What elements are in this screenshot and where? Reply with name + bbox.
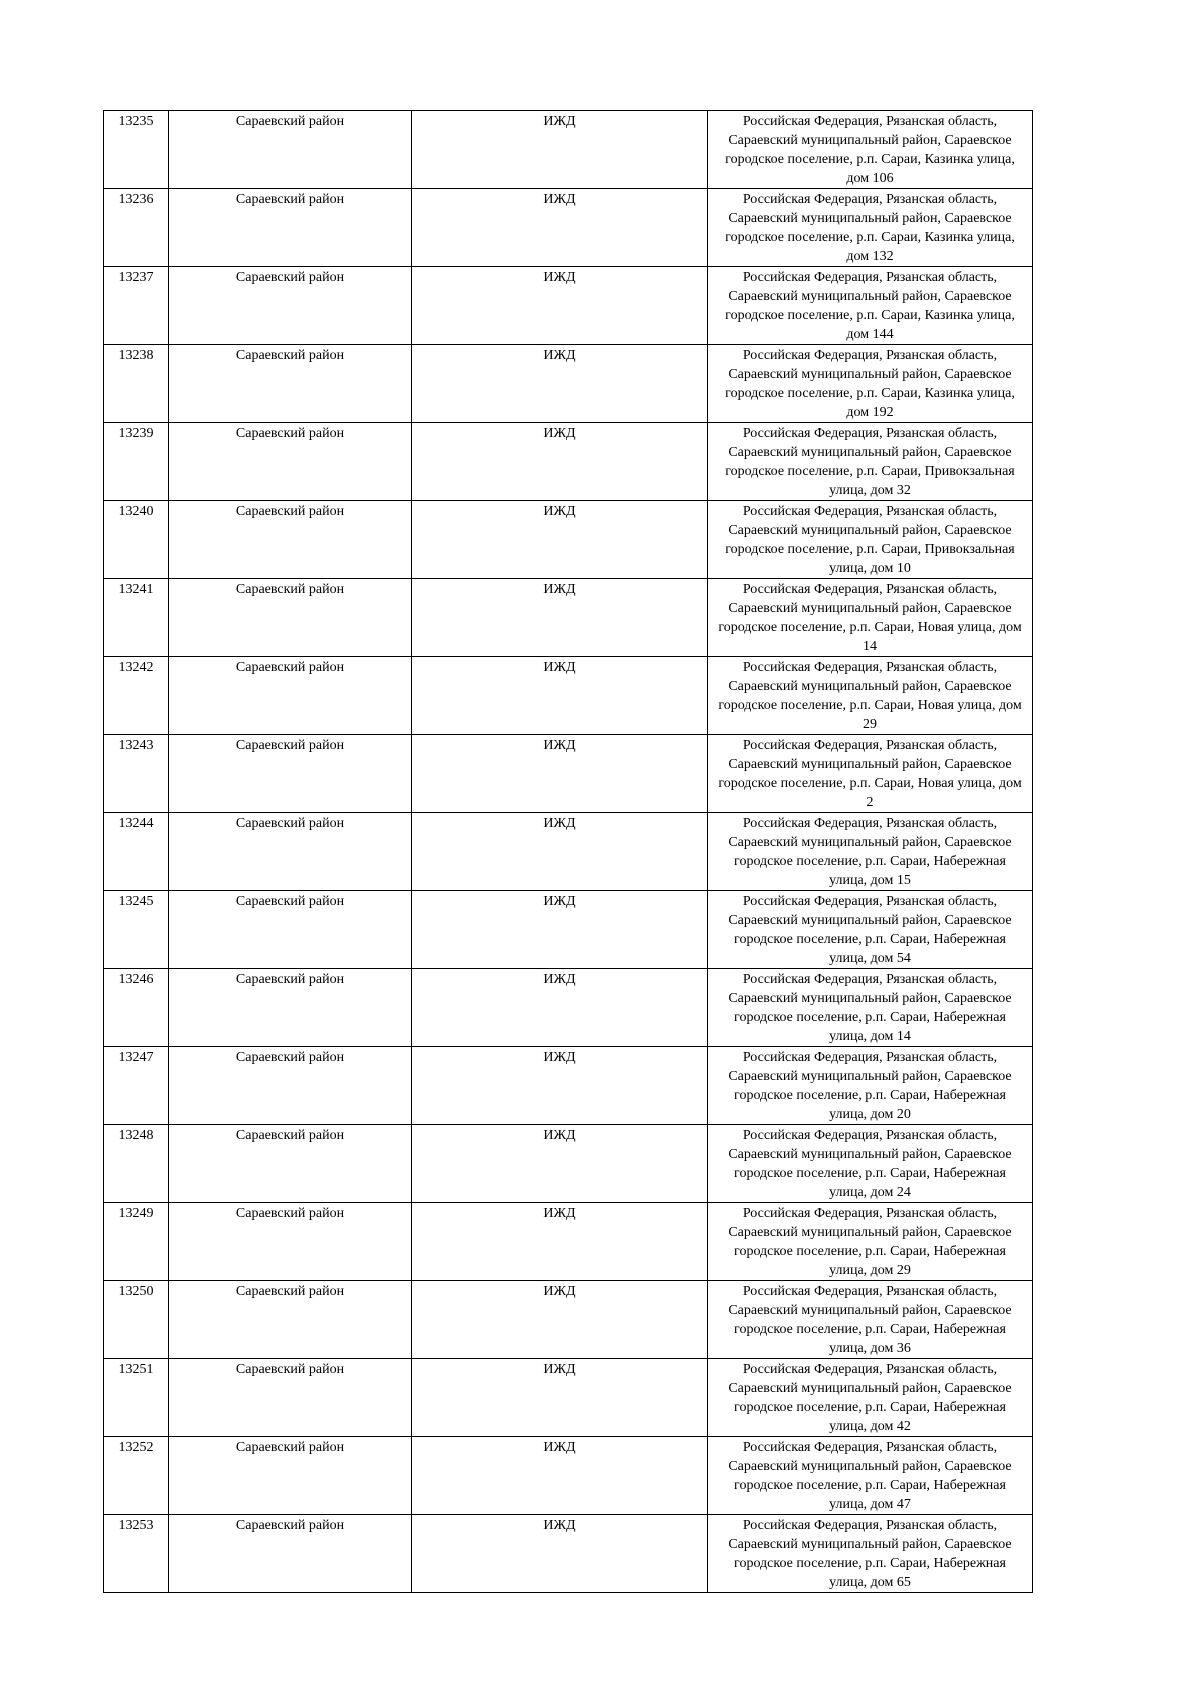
- row-id-cell: 13247: [104, 1047, 169, 1125]
- registry-table-body: [104, 111, 1033, 1593]
- row-type-cell: ИЖД: [412, 1125, 708, 1203]
- table-row: [104, 1281, 1033, 1359]
- row-address-cell: Российская Федерация, Рязанская область, Сараевский муниципальный район, Сараевское городское поселение, р.п. Сараи, Казинка улица, дом 192: [708, 345, 1033, 423]
- row-id-cell: 13245: [104, 891, 169, 969]
- row-id-cell: 13251: [104, 1359, 169, 1437]
- row-type-cell: ИЖД: [412, 1437, 708, 1515]
- table-row: [104, 111, 1033, 189]
- row-id-cell: 13238: [104, 345, 169, 423]
- row-address-cell: Российская Федерация, Рязанская область, Сараевский муниципальный район, Сараевское городское поселение, р.п. Сараи, Казинка улица, дом 144: [708, 267, 1033, 345]
- registry-table: [103, 110, 1033, 1593]
- row-district-cell: Сараевский район: [169, 1203, 412, 1281]
- row-district-cell: Сараевский район: [169, 189, 412, 267]
- row-type-cell: ИЖД: [412, 579, 708, 657]
- row-type-cell: ИЖД: [412, 891, 708, 969]
- table-row: [104, 891, 1033, 969]
- row-district-cell: Сараевский район: [169, 501, 412, 579]
- table-row: [104, 345, 1033, 423]
- row-district-cell: Сараевский район: [169, 1281, 412, 1359]
- row-type-cell: ИЖД: [412, 1515, 708, 1593]
- row-district-cell: Сараевский район: [169, 1047, 412, 1125]
- row-address-cell: Российская Федерация, Рязанская область, Сараевский муниципальный район, Сараевское городское поселение, р.п. Сараи, Новая улица, дом 14: [708, 579, 1033, 657]
- row-address-cell: Российская Федерация, Рязанская область, Сараевский муниципальный район, Сараевское городское поселение, р.п. Сараи, Набережная улица, дом 14: [708, 969, 1033, 1047]
- row-address-cell: Российская Федерация, Рязанская область, Сараевский муниципальный район, Сараевское городское поселение, р.п. Сараи, Набережная улица, дом 20: [708, 1047, 1033, 1125]
- table-row: [104, 813, 1033, 891]
- table-row: [104, 657, 1033, 735]
- row-address-cell: Российская Федерация, Рязанская область, Сараевский муниципальный район, Сараевское городское поселение, р.п. Сараи, Набережная улица, дом 47: [708, 1437, 1033, 1515]
- table-row: [104, 1125, 1033, 1203]
- row-address-cell: Российская Федерация, Рязанская область, Сараевский муниципальный район, Сараевское городское поселение, р.п. Сараи, Привокзальная улица, дом 10: [708, 501, 1033, 579]
- row-id-cell: 13239: [104, 423, 169, 501]
- row-address-cell: Российская Федерация, Рязанская область, Сараевский муниципальный район, Сараевское городское поселение, р.п. Сараи, Казинка улица, дом 132: [708, 189, 1033, 267]
- row-district-cell: Сараевский район: [169, 1437, 412, 1515]
- row-type-cell: ИЖД: [412, 111, 708, 189]
- row-id-cell: 13250: [104, 1281, 169, 1359]
- table-row: [104, 189, 1033, 267]
- row-id-cell: 13246: [104, 969, 169, 1047]
- row-type-cell: ИЖД: [412, 657, 708, 735]
- table-row: [104, 1203, 1033, 1281]
- row-type-cell: ИЖД: [412, 189, 708, 267]
- row-district-cell: Сараевский район: [169, 969, 412, 1047]
- row-id-cell: 13236: [104, 189, 169, 267]
- row-district-cell: Сараевский район: [169, 423, 412, 501]
- row-type-cell: ИЖД: [412, 267, 708, 345]
- row-type-cell: ИЖД: [412, 969, 708, 1047]
- row-type-cell: ИЖД: [412, 423, 708, 501]
- table-row: [104, 1047, 1033, 1125]
- row-address-cell: Российская Федерация, Рязанская область, Сараевский муниципальный район, Сараевское городское поселение, р.п. Сараи, Новая улица, дом 2: [708, 735, 1033, 813]
- row-address-cell: Российская Федерация, Рязанская область, Сараевский муниципальный район, Сараевское городское поселение, р.п. Сараи, Набережная улица, дом 24: [708, 1125, 1033, 1203]
- row-district-cell: Сараевский район: [169, 735, 412, 813]
- row-address-cell: Российская Федерация, Рязанская область, Сараевский муниципальный район, Сараевское городское поселение, р.п. Сараи, Казинка улица, дом 106: [708, 111, 1033, 189]
- table-row: [104, 423, 1033, 501]
- row-district-cell: Сараевский район: [169, 813, 412, 891]
- table-row: [104, 579, 1033, 657]
- row-address-cell: Российская Федерация, Рязанская область, Сараевский муниципальный район, Сараевское городское поселение, р.п. Сараи, Набережная улица, дом 54: [708, 891, 1033, 969]
- row-id-cell: 13241: [104, 579, 169, 657]
- row-id-cell: 13244: [104, 813, 169, 891]
- table-row: [104, 1359, 1033, 1437]
- row-type-cell: ИЖД: [412, 1281, 708, 1359]
- table-row: [104, 969, 1033, 1047]
- row-district-cell: Сараевский район: [169, 267, 412, 345]
- row-type-cell: ИЖД: [412, 1203, 708, 1281]
- row-district-cell: Сараевский район: [169, 111, 412, 189]
- row-district-cell: Сараевский район: [169, 1515, 412, 1593]
- row-address-cell: Российская Федерация, Рязанская область, Сараевский муниципальный район, Сараевское городское поселение, р.п. Сараи, Набережная улица, дом 15: [708, 813, 1033, 891]
- row-address-cell: Российская Федерация, Рязанская область, Сараевский муниципальный район, Сараевское городское поселение, р.п. Сараи, Набережная улица, дом 29: [708, 1203, 1033, 1281]
- table-row: [104, 1515, 1033, 1593]
- row-address-cell: Российская Федерация, Рязанская область, Сараевский муниципальный район, Сараевское городское поселение, р.п. Сараи, Набережная улица, дом 36: [708, 1281, 1033, 1359]
- row-district-cell: Сараевский район: [169, 1125, 412, 1203]
- row-id-cell: 13243: [104, 735, 169, 813]
- table-row: [104, 735, 1033, 813]
- row-id-cell: 13249: [104, 1203, 169, 1281]
- row-id-cell: 13253: [104, 1515, 169, 1593]
- table-row: [104, 267, 1033, 345]
- row-address-cell: Российская Федерация, Рязанская область, Сараевский муниципальный район, Сараевское городское поселение, р.п. Сараи, Привокзальная улица, дом 32: [708, 423, 1033, 501]
- row-id-cell: 13240: [104, 501, 169, 579]
- row-address-cell: Российская Федерация, Рязанская область, Сараевский муниципальный район, Сараевское городское поселение, р.п. Сараи, Набережная улица, дом 42: [708, 1359, 1033, 1437]
- row-type-cell: ИЖД: [412, 813, 708, 891]
- table-row: [104, 501, 1033, 579]
- row-address-cell: Российская Федерация, Рязанская область, Сараевский муниципальный район, Сараевское городское поселение, р.п. Сараи, Набережная улица, дом 65: [708, 1515, 1033, 1593]
- row-type-cell: ИЖД: [412, 1359, 708, 1437]
- row-district-cell: Сараевский район: [169, 891, 412, 969]
- table-row: [104, 1437, 1033, 1515]
- row-district-cell: Сараевский район: [169, 1359, 412, 1437]
- row-id-cell: 13248: [104, 1125, 169, 1203]
- row-type-cell: ИЖД: [412, 1047, 708, 1125]
- row-id-cell: 13237: [104, 267, 169, 345]
- row-id-cell: 13235: [104, 111, 169, 189]
- row-district-cell: Сараевский район: [169, 579, 412, 657]
- row-type-cell: ИЖД: [412, 735, 708, 813]
- row-district-cell: Сараевский район: [169, 657, 412, 735]
- row-address-cell: Российская Федерация, Рязанская область, Сараевский муниципальный район, Сараевское городское поселение, р.п. Сараи, Новая улица, дом 29: [708, 657, 1033, 735]
- row-type-cell: ИЖД: [412, 501, 708, 579]
- row-id-cell: 13242: [104, 657, 169, 735]
- row-district-cell: Сараевский район: [169, 345, 412, 423]
- row-type-cell: ИЖД: [412, 345, 708, 423]
- row-id-cell: 13252: [104, 1437, 169, 1515]
